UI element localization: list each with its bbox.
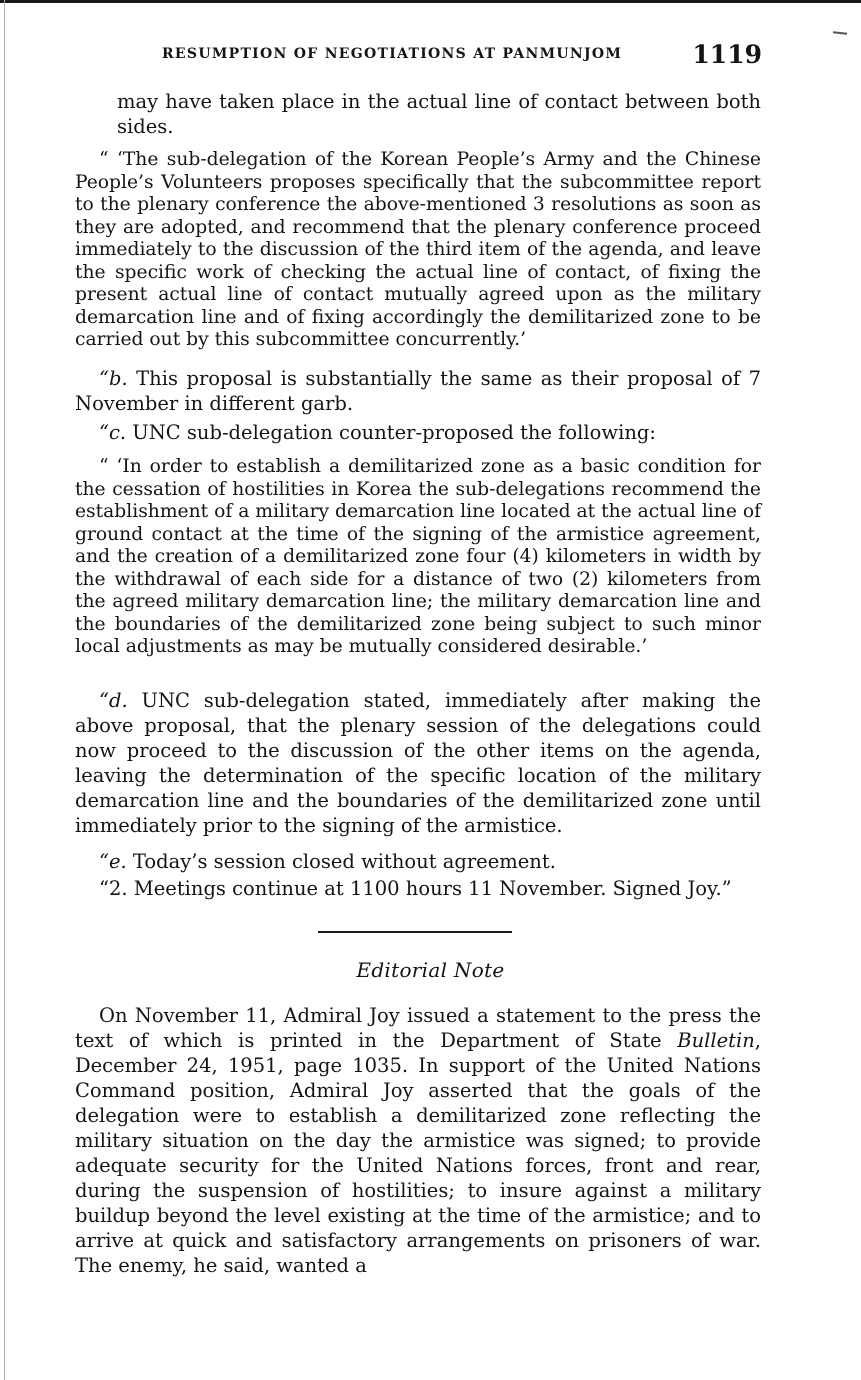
item-marker-e: “e. — [99, 850, 127, 873]
editorial-note-text-2: , December 24, 1951, page 1035. In support of the United Nations Command position, Admiral Joy asserted that the goals of the delegation were to establish a demilitarized zone reflecting the military situation on the day the armistice was signed; to provide adequate security for the United Nations forces, front and rear, during the suspension of hostilities; to insure against a military buildup beyond the level existing at the time of the armistice; and to arrive at quick and satisfactory arrangements on prisoners of war. The enemy, he said, wanted a — [75, 1029, 761, 1277]
paragraph-continuation: may have taken place in the actual line of contact between both sides. — [117, 90, 761, 138]
section-divider — [318, 931, 512, 933]
item-marker-c: “c. — [99, 421, 127, 444]
item-marker-b: “b. — [99, 367, 128, 390]
paragraph-c — [75, 420, 761, 445]
running-head: RESUMPTION OF NEGOTIATIONS AT PANMUNJOM — [162, 46, 623, 62]
paragraph-b — [75, 366, 761, 416]
quoted-proposal-unc: “ ‘In order to establish a demilitarized zone as a basic condition for the cessation of hostilities in Korea the sub-delegations recommend the establishment of a military demarcation line located at the actual line of ground contact at the time of the signing of the armistice agreement, and the creation of a demilitarized zone four (4) kilometers in width by the withdrawal of each side for a distance of two (2) kilometers from the agreed military demarcation line; the military demarcation line and the boundaries of the demilitarized zone being subject to such minor local adjustments as may be mutually considered desirable.’ — [75, 456, 761, 657]
paragraph-signature: “2. Meetings continue at 1100 hours 11 November. Signed Joy.” — [99, 877, 732, 900]
page-number: 1119 — [692, 40, 762, 69]
editorial-note-text-1: On November 11, Admiral Joy issued a statement to the press the text of which is printed in the Department of State — [75, 1004, 761, 1052]
editorial-note-title: Editorial Note — [356, 958, 505, 982]
page-header — [162, 40, 762, 74]
item-marker-d: “d. — [99, 689, 128, 712]
paragraph-d — [75, 688, 761, 838]
paragraph-b-text: This proposal is substantially the same as their proposal of 7 November in different garb. — [75, 367, 761, 415]
paragraph-d-text: UNC sub-delegation stated, immediately after making the above proposal, that the plenary session of the delegations could now proceed to the discussion of the other items on the agenda, leaving the determination of the specific location of the military demarcation line and the boundaries of the demilitarized zone until immediately prior to the signing of the armistice. — [75, 689, 761, 837]
paragraph-e — [75, 849, 761, 874]
quoted-proposal-kpa: “ ‘The sub-delegation of the Korean People’s Army and the Chinese People’s Volunteers proposes specifically that the subcommittee report to the plenary conference the above-mentioned 3 resolutions as soon as they are adopted, and recommend that the plenary conference proceed immediately to the discussion of the third item of the agenda, and leave the specific work of checking the actual line of contact, of fixing the present actual line of contact mutually agreed upon as the military demarcation line and of fixing accordingly the demilitarized zone to be carried out by this subcommittee concurrently.’ — [75, 149, 761, 350]
editorial-note-body — [75, 1003, 761, 1278]
page-top-border — [0, 0, 861, 3]
paragraph-e-text: Today’s session closed without agreement. — [126, 850, 556, 873]
paragraph-c-text: UNC sub-delegation counter-proposed the following: — [126, 421, 656, 444]
page-left-edge — [4, 0, 5, 1380]
bulletin-title: Bulletin — [677, 1029, 755, 1052]
corner-mark — [833, 31, 847, 34]
